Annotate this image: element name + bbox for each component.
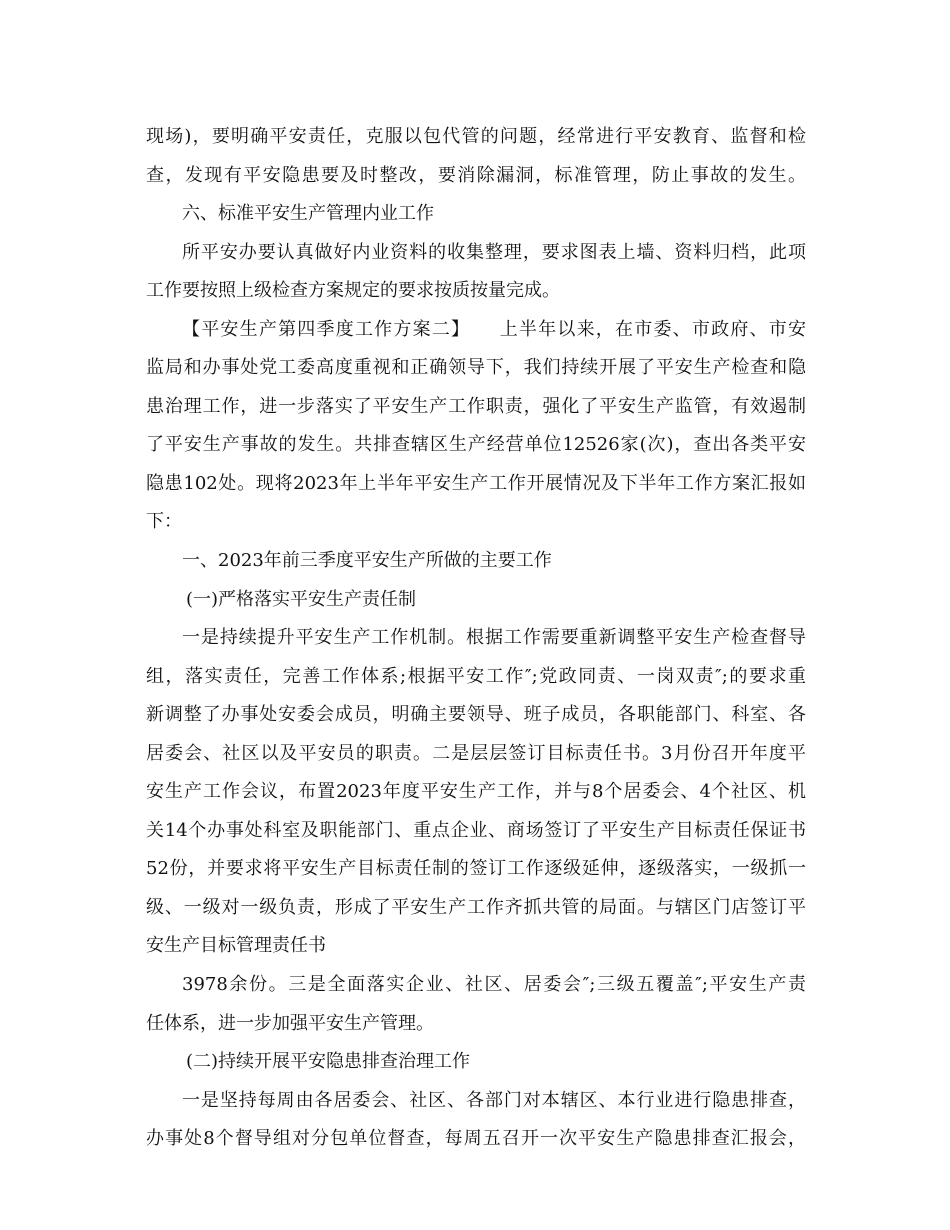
text-line: 3978余份。三是全面落实企业、社区、居委会″;三级五覆盖″;平安生产责: [182, 974, 806, 996]
text-line: 安生产工作会议，布置2023年度平安生产工作，并与8个居委会、4个社区、机: [146, 781, 806, 803]
text-line: 工作要按照上级检查方案规定的要求按质按量完成。: [146, 280, 560, 302]
text-line: 居委会、社区以及平安员的职责。二是层层签订目标责任书。3月份召开年度平: [146, 742, 806, 764]
text-line: 52份，并要求将平安生产目标责任制的签订工作逐级延伸，逐级落实，一级抓一: [146, 858, 806, 880]
section-heading: 一、2023年前三季度平安生产所做的主要工作: [182, 550, 552, 572]
text-line: 患治理工作，进一步落实了平安生产工作职责，强化了平安生产监管，有效遏制: [146, 395, 806, 417]
text-line: 安生产目标管理责任书: [146, 935, 326, 957]
text-line: 【平安生产第四季度工作方案二】 上半年以来，在市委、市政府、市安: [182, 318, 806, 340]
text-line: 办事处8个督导组对分包单位督查，每周五召开一次平安生产隐患排查汇报会，: [146, 1128, 806, 1150]
text-line: 下：: [146, 511, 182, 533]
text-line: 一是坚持每周由各居委会、社区、各部门对本辖区、本行业进行隐患排查，: [182, 1089, 806, 1111]
text-line: 所平安办要认真做好内业资料的收集整理，要求图表上墙、资料归档，此项: [182, 241, 806, 263]
text-line: 任体系，进一步加强平安生产管理。: [146, 1012, 434, 1034]
text-line: 组，落实责任，完善工作体系;根据平安工作″;党政同责、一岗双责″;的要求重: [146, 665, 806, 687]
text-line: 新调整了办事处安委会成员，明确主要领导、班子成员，各职能部门、科室、各: [146, 704, 806, 726]
text-line: 查，发现有平安隐患要及时整改，要消除漏洞，标准管理，防止事故的发生。: [146, 164, 806, 186]
text-line: 级、一级对一级负责，形成了平安生产工作齐抓共管的局面。与辖区门店签订平: [146, 896, 806, 918]
document-page: [146, 118, 806, 1159]
subsection-heading: (一)严格落实平安生产责任制: [186, 588, 417, 610]
text-line: 现场)，要明确平安责任，克服以包代管的问题，经常进行平安教育、监督和检: [146, 126, 806, 147]
text-line: 关14个办事处科室及职能部门、重点企业、商场签订了平安生产目标责任保证书: [146, 819, 806, 841]
text-line: 隐患102处。现将2023年上半年平安生产工作开展情况及下半年工作方案汇报如: [146, 472, 806, 494]
text-line: 一是持续提升平安生产工作机制。根据工作需要重新调整平安生产检查督导: [182, 627, 806, 649]
section-heading: 六、标准平安生产管理内业工作: [182, 203, 434, 225]
text-line: 了平安生产事故的发生。共排查辖区生产经营单位12526家(次)，查出各类平安: [146, 434, 806, 456]
text-line: 监局和办事处党工委高度重视和正确领导下，我们持续开展了平安生产检查和隐: [146, 357, 806, 379]
subsection-heading: (二)持续开展平安隐患排查治理工作: [186, 1051, 471, 1073]
